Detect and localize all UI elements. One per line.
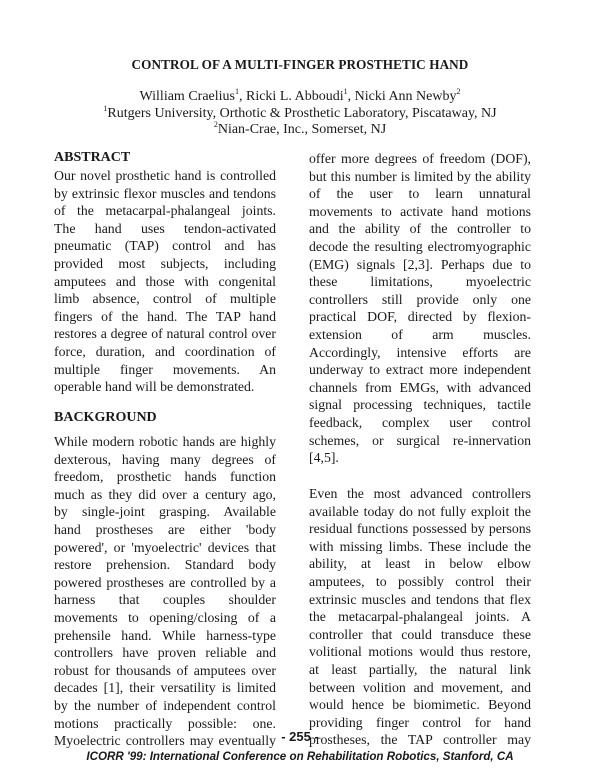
text-line: operable hand will be demonstrated. [54, 379, 255, 395]
text-line: pneumatic (TAP) control and has [54, 238, 276, 254]
text-line: amputees and those with congenital [54, 273, 276, 289]
text-line: offer more degrees of freedom (DOF), [309, 151, 531, 166]
text-line: fingers of the hand. The TAP hand [54, 308, 276, 324]
text-line: much as they did over a century ago, [54, 486, 276, 502]
text-line: restore prehension. Standard body [54, 557, 276, 573]
text-line: practical DOF, directed by flexion- [309, 309, 531, 325]
text-line: While modern robotic hands are highly [54, 434, 276, 449]
affiliation: $^2$Nian-Crae, Inc., Somerset, NJ [213, 120, 387, 137]
text-line: Accordingly, intensive efforts are [309, 344, 531, 360]
text-line: but this number is limited by the ability [309, 168, 531, 184]
text-line: decades [1], their versatility is limited [54, 680, 276, 696]
text-line: residual functions possessed by persons [309, 521, 531, 537]
text-line: would hence be biomimetic. Beyond [309, 697, 531, 713]
paper-title: CONTROL OF A MULTI-FINGER PROSTHETIC HAND [131, 57, 469, 72]
author-line [0, 89, 600, 106]
text-line: extension of arm muscles. [309, 326, 531, 342]
text-line: limb absence, control of multiple [54, 291, 276, 307]
text-line: at least partially, the natural link [309, 661, 531, 677]
text-line: ability, at least in below elbow [309, 556, 531, 572]
text-line: provided most subjects, including [54, 255, 276, 271]
text-line: The hand uses tendon-activated [54, 220, 276, 236]
text-line: by single-joint grasping. Available [54, 504, 276, 520]
background-heading: BACKGROUND [54, 410, 157, 425]
author: Ricki L. Abboudi$^1$, [245, 87, 355, 104]
text-line: motions practically possible: one. [54, 715, 276, 731]
background-right-para-2 [309, 485, 531, 749]
text-line: prehensile hand. While harness-type [54, 627, 276, 643]
text-line: decode the resulting electromyographic [309, 238, 531, 254]
text-line: schemes, or surgical re-innervation [309, 432, 531, 448]
text-line: [4,5]. [309, 450, 339, 466]
text-line: prostheses, the TAP controller may [309, 732, 531, 748]
author: Nicki Ann Newby$^2$ [354, 87, 461, 104]
text-line: the metacarpal-phalangeal joints. A [309, 609, 531, 625]
abstract-body [54, 167, 276, 396]
text-line: movements to opening/closing of a [54, 609, 276, 625]
text-line: and the ability of the controller to [309, 221, 531, 237]
text-line: underway to extract more independent [309, 362, 531, 378]
text-line: between volition and movement, and [309, 679, 531, 695]
text-line: freedom, prosthetic hands function [54, 469, 276, 485]
text-line: available today do not fully exploit the [309, 503, 531, 519]
text-line: powered', or 'myoelectric' devices that [54, 539, 276, 555]
text-line: channels from EMGs, with advanced [309, 379, 531, 395]
affiliation: $^1$Rutgers University, Orthotic & Prosthetic Laboratory, Piscataway, NJ [103, 104, 497, 121]
text-line: these limitations, myoelectric [309, 274, 531, 290]
text-line: by extrinsic flexor muscles and tendons [54, 185, 276, 201]
text-line: controller that could transduce these [309, 626, 531, 642]
text-line: movements to activate hand motions [309, 203, 531, 219]
text-line: robust for thousands of amputees over [54, 662, 276, 678]
page-number: - 255 - [281, 729, 319, 744]
text-line: controllers have proven reliable and [54, 645, 276, 661]
text-line: harness that couples shoulder [54, 592, 276, 608]
text-line: dexterous, having many degrees of [54, 451, 276, 467]
abstract-heading: ABSTRACT [54, 150, 131, 165]
text-line: amputees, to possibly control their [309, 573, 531, 589]
text-line: of the metacarpal-phalangeal joints. [54, 203, 276, 219]
background-left-column [54, 433, 276, 750]
text-line: Myoelectric controllers may eventually [54, 733, 276, 749]
text-line: feedback, complex user control [309, 414, 531, 430]
text-line: Our novel prosthetic hand is controlled [54, 168, 276, 183]
text-line: of the user to learn unnatural [309, 186, 531, 202]
conference-footer: ICORR '99: International Conference on Rehabilitation Robotics, Stanford, CA [86, 750, 514, 763]
author: William Craelius$^1$, [139, 87, 246, 104]
text-line: Even the most advanced controllers [309, 486, 531, 501]
text-line: with missing limbs. These include the [309, 538, 531, 554]
background-right-para-1 [309, 150, 531, 467]
text-line: (EMG) signals [2,3]. Perhaps due to [309, 256, 531, 272]
text-line: powered prostheses are controlled by a [54, 574, 276, 590]
text-line: extrinsic muscles and tendons that flex [309, 591, 531, 607]
text-line: providing finger control for hand [309, 714, 531, 730]
text-line: volitional motions would thus restore, [309, 644, 531, 660]
text-line: force, duration, and coordination of [54, 343, 276, 359]
text-line: by the number of independent control [54, 697, 276, 713]
text-line: hand prostheses are either 'body [54, 521, 276, 537]
text-line: restores a degree of natural control over [54, 326, 276, 342]
text-line: controllers still provide only one [309, 291, 531, 307]
text-line: multiple finger movements. An [54, 361, 276, 377]
text-line: signal processing techniques, tactile [309, 397, 531, 413]
